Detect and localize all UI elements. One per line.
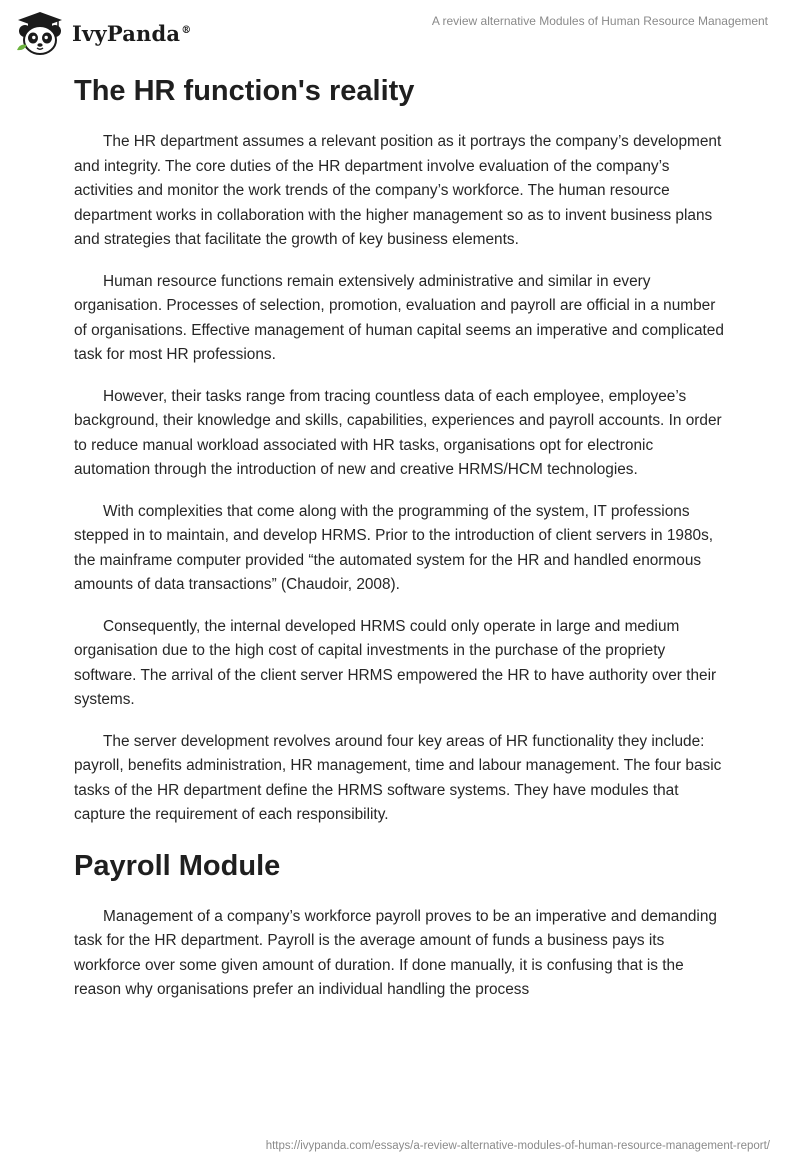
paragraph: However, their tasks range from tracing countless data of each employee, employee’s background, their knowledge and skills, capabilities, experiences and payroll accounts. In order to reduce manual workload associated with HR tasks, organisations opt for electronic automation through the introduction of new and creative HRMS/HCM technologies. — [74, 387, 722, 478]
essay-content — [74, 70, 724, 1020]
paragraph: Management of a company’s workforce payroll proves to be an imperative and demanding task for the HR department. Payroll is the average amount of funds a business pays its workforce over some given amount of duration. If done manually, it is confusing that is the reason why organisations prefer an individual handling the process — [74, 907, 717, 998]
page-header — [0, 0, 800, 64]
ivypanda-logo[interactable] — [14, 8, 191, 58]
section-heading: The HR function's reality — [74, 75, 415, 107]
section-heading: Payroll Module — [74, 849, 281, 882]
paragraph: The HR department assumes a relevant position as it portrays the company’s development and integrity. The core duties of the HR department involve evaluation of the company’s activities and monitor the work trends of the company’s workforce. The human resource department works in collaboration with the higher management so as to invent business plans and strategies that facilitate the growth of key business elements. — [74, 133, 722, 248]
paragraph: Consequently, the internal developed HRMS could only operate in large and medium organisation due to the high cost of capital investments in the purchase of the propriety software. The arrival of the client server HRMS empowered the HR to have authority over their systems. — [74, 617, 717, 708]
document-title: A review alternative Modules of Human Resource Management — [431, 14, 768, 28]
paragraph: The server development revolves around four key areas of HR functionality they include: payroll, benefits administration, HR management, time and labour management. The four basic tasks of the HR department define the HRMS software systems. They have modules that capture the requirement of each responsibility. — [74, 732, 722, 823]
paragraph: Human resource functions remain extensively administrative and similar in every organisation. Processes of selection, promotion, evaluation and payroll are official in a number of organisations. Effective management of human capital seems an imperative and complicated task for most HR professions. — [74, 272, 724, 363]
brand-name: IvyPanda® — [72, 20, 192, 46]
panda-graduate-icon — [14, 10, 66, 56]
paragraph: With complexities that come along with the programming of the system, IT professions stepped in to maintain, and develop HRMS. Prior to the introduction of client servers in 1980s, the mainframe computer provided “the automated system for the HR and handled enormous amounts of data transactions” (Chaudoir, 2008). — [74, 502, 714, 593]
source-url[interactable]: https://ivypanda.com/essays/a-review-alternative-modules-of-human-resource-management-report/ — [265, 1140, 770, 1152]
